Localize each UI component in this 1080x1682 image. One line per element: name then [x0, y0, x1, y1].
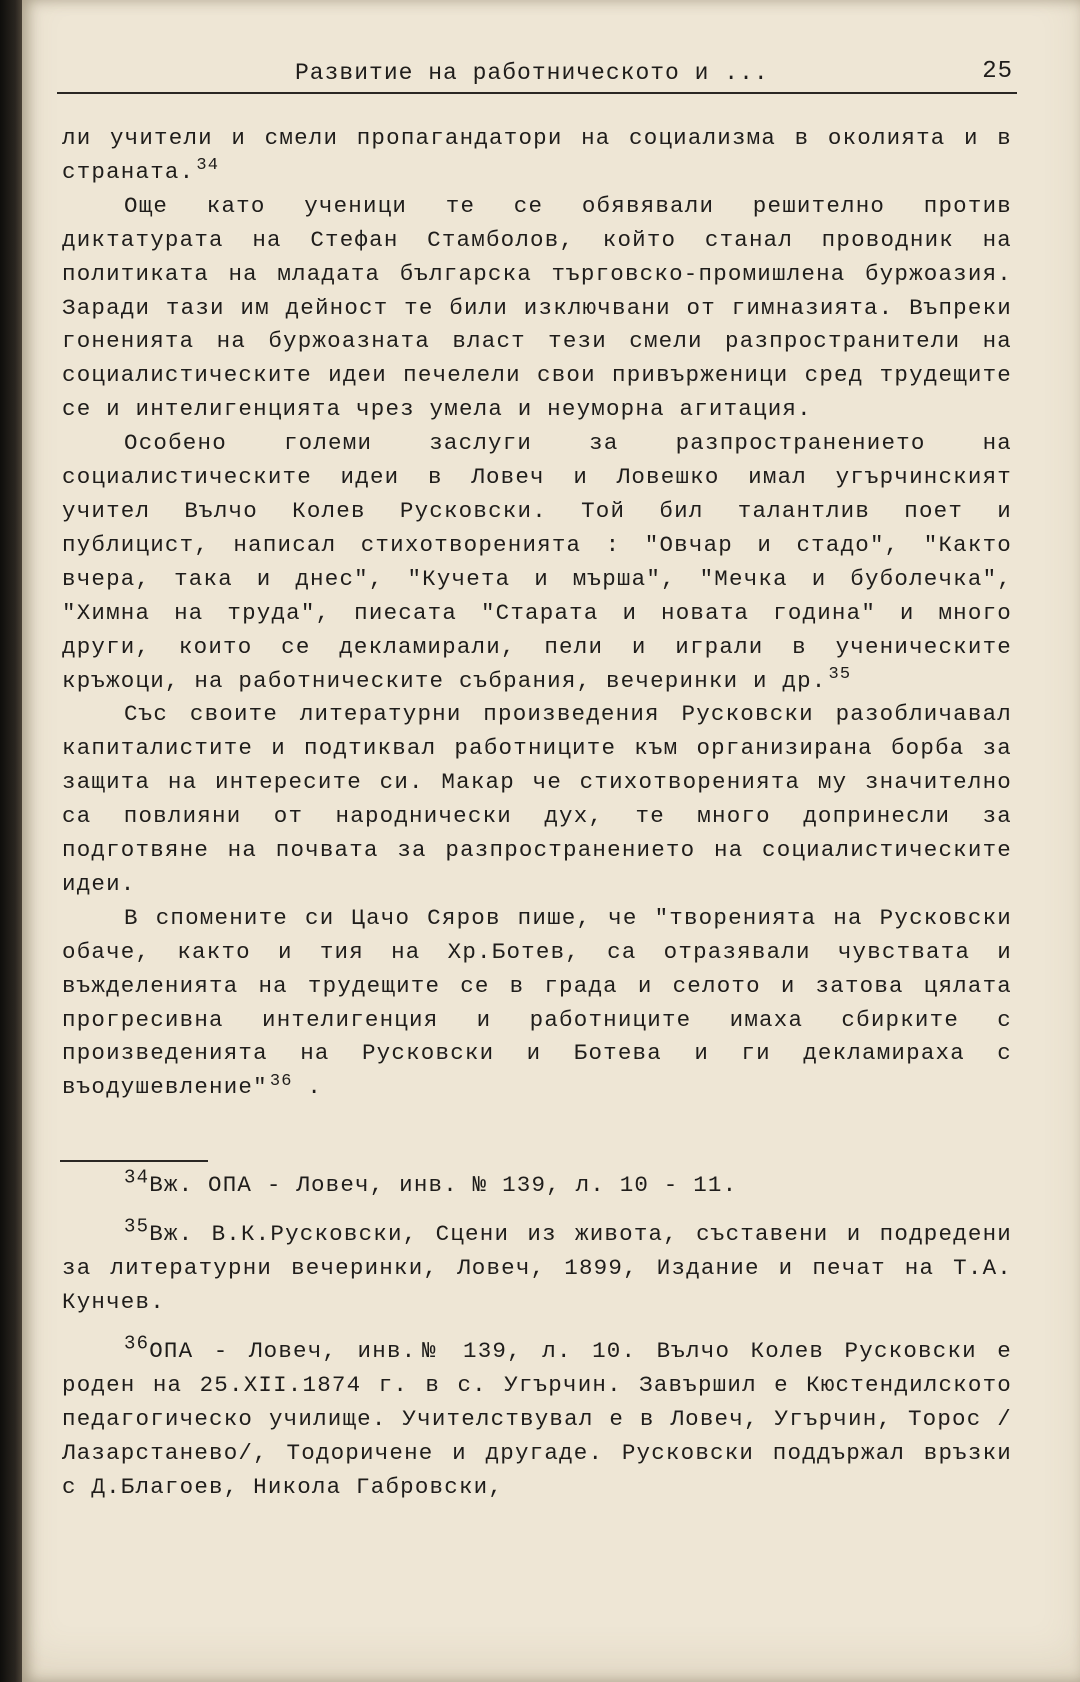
footnote-ref-34: 34	[196, 156, 220, 176]
paragraph-3-text: Особено големи заслуги за разпространението на социалистическите идеи в Ловеч и Ловешко имал угърчинският учител Вълчо Колев Русковски. Той бил талантлив поет и публицист, написал стихотворенията : "Овчар и стадо", "Както вчера, така и днес", "Кучета и мърша", "Мечка и буболечка", "Химна на труда", пиесата "Старата и новата година" и много други, които се декламирали, пели и играли в ученическите кръжоци, на работническите събрания, вечеринки и др.	[62, 430, 1012, 694]
footnotes	[62, 1168, 1012, 1519]
footnote-34	[62, 1168, 1012, 1202]
paragraph-2-text: Още като ученици те се обявявали решително против диктатурата на Стефан Стамболов, който станал проводник на политиката на младата българска търговско-промишлена буржоазия. Заради тази им дейност те били изключвани от гимназията. Въпреки гоненията на буржоазната власт тези смели разпространители на социалистическите идеи печелели свои привърженици сред трудещите се и интелигенцията чрез умела и неуморна агитация.	[62, 192, 1012, 423]
footnote-35	[62, 1217, 1012, 1319]
footnote-ref-36: 36	[269, 1071, 293, 1091]
footnote-text: ОПА - Ловеч, инв.№ 139, л. 10. Вълчо Колев Русковски е роден на 25.XII.1874 г. в с. Угърчин. Завършил е Кюстендилското педагогическо училище. Учителствувал е в Ловеч, Угърчин, Торос /Лазарстанево/, Тодоричене и другаде. Русковски поддържал връзки с Д.Благоев, Никола Габровски,	[62, 1338, 1012, 1500]
paragraph-3	[62, 427, 1012, 698]
footnote-number: 34	[124, 1166, 150, 1189]
page-header	[57, 58, 1017, 94]
page-number: 25	[982, 58, 1013, 85]
footnote-number: 36	[124, 1332, 150, 1355]
paragraph-1	[62, 122, 1012, 190]
footnote-36	[62, 1334, 1012, 1504]
paragraph-5	[62, 902, 1012, 1105]
footnote-ref-35: 35	[828, 665, 852, 684]
book-spine-shadow	[0, 0, 22, 1682]
footnote-number: 35	[124, 1215, 150, 1238]
paragraph-5-text: В спомените си Цачо Сяров пише, че "творенията на Русковски обаче, както и тия на Хр.Ботев, са отразявали чувствата и въжделенията на трудещите се в града и селото и затова цялата прогресивна интелигенция и работниците имаха сбирките с произведенията на Русковски и Ботева и ги декламираха с въодушевление"	[62, 904, 1012, 1101]
running-title: Развитие на работническото и ...	[295, 60, 769, 86]
body-text	[62, 122, 1012, 1105]
footnote-text: Вж. В.К.Русковски, Сцени из живота, съставени и подредени за литературни вечеринки, Ловеч, 1899, Издание и печат на Т.А. Кунчев.	[62, 1221, 1012, 1315]
paragraph-4	[62, 698, 1012, 901]
paragraph-4-text: Със своите литературни произведения Русковски разобличавал капиталистите и подтиквал работниците към организирана борба за защита на интересите си. Макар че стихотворенията му значително са повлияни от народнически дух, те много допринесли за подготвяне на почвата за разпространението на социалистическите идеи.	[62, 701, 1012, 897]
book-page	[22, 0, 1080, 1682]
paragraph-5-tail: .	[292, 1074, 323, 1101]
paragraph-1-text: ли учители и смели пропагандатори на социализма в околията и в страната.	[62, 125, 1012, 185]
footnote-text: Вж. ОПА - Ловеч, инв. № 139, л. 10 - 11.	[149, 1172, 738, 1198]
footnote-divider	[60, 1160, 208, 1162]
paragraph-2	[62, 190, 1012, 427]
